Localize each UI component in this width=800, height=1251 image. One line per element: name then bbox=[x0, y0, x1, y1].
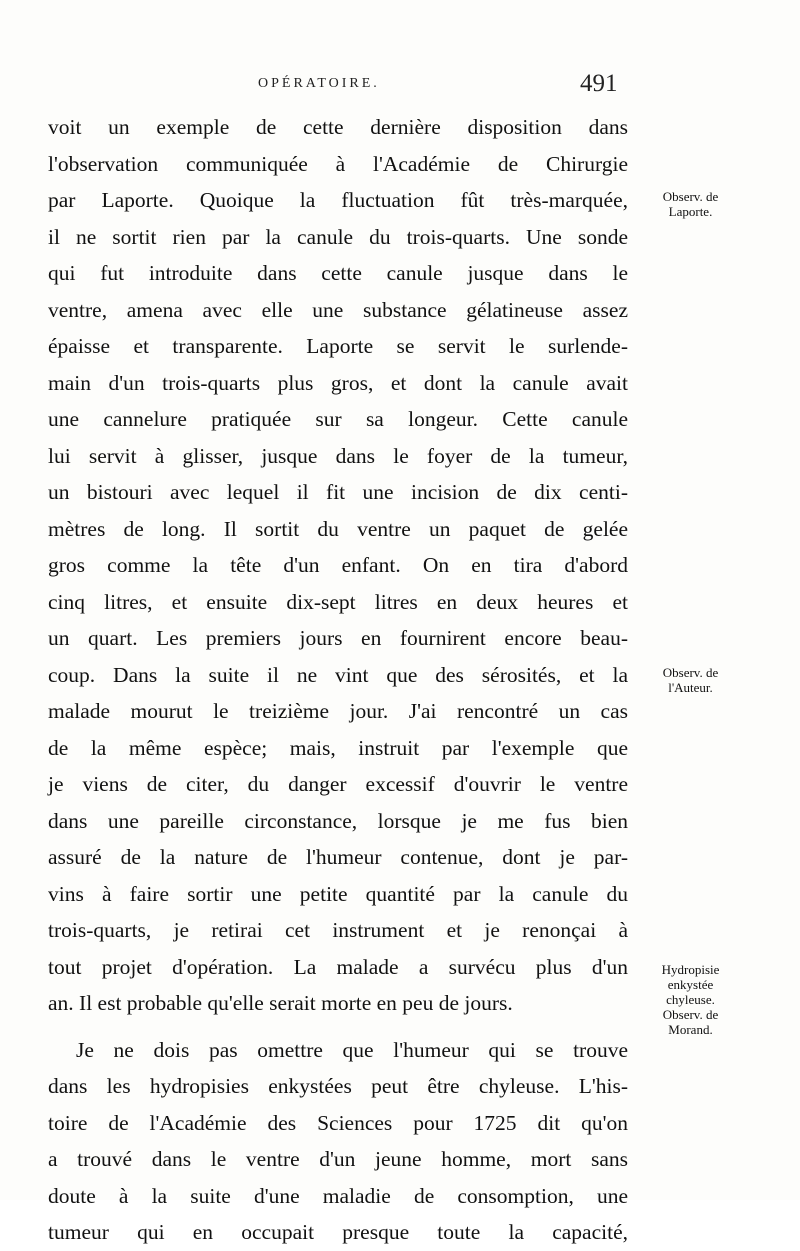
text-line: assuré de la nature de l'humeur contenue, dont je par- bbox=[48, 845, 628, 869]
text-line: a trouvé dans le ventre d'un jeune homme, mort sans bbox=[48, 1147, 628, 1171]
margin-note-line: enkystée bbox=[667, 977, 714, 992]
paragraph-gap bbox=[48, 1022, 628, 1032]
paragraph-2 bbox=[48, 1032, 628, 1251]
margin-note-line: Laporte. bbox=[668, 204, 713, 219]
text-line: qui fut introduite dans cette canule jusque dans le bbox=[48, 261, 628, 285]
text-line: Je ne dois pas omettre que l'humeur qui se trouve bbox=[76, 1037, 628, 1062]
text-line: voit un exemple de cette dernière disposition dans bbox=[48, 115, 628, 139]
text-line: an. Il est probable qu'elle serait morte en peu de jours. bbox=[48, 991, 513, 1015]
text-line: l'observation communiquée à l'Académie de Chirurgie bbox=[48, 151, 628, 176]
text-line: par Laporte. Quoique la fluctuation fût très-marquée, bbox=[48, 188, 628, 212]
text-line: main d'un trois-quarts plus gros, et dont la canule avait bbox=[48, 370, 628, 395]
margin-note-line: Hydropisie bbox=[661, 962, 720, 977]
text-line: un bistouri avec lequel il fit une incision de dix centi- bbox=[48, 480, 628, 504]
margin-note-auteur bbox=[628, 665, 753, 695]
margin-note-line: Morand. bbox=[668, 1022, 713, 1037]
running-title: OPÉRATOIRE. bbox=[258, 76, 380, 91]
text-line: toire de l'Académie des Sciences pour 1725 dit qu'on bbox=[48, 1110, 628, 1135]
text-line: trois-quarts, je retirai cet instrument et je renonçai à bbox=[48, 918, 628, 942]
text-line: il ne sortit rien par la canule du trois-quarts. Une sonde bbox=[48, 224, 628, 249]
margin-note-line: Observ. de bbox=[662, 189, 719, 204]
margin-note-line: l'Auteur. bbox=[668, 680, 713, 695]
text-line: dans une pareille circonstance, lorsque je me fus bien bbox=[48, 808, 628, 833]
main-text bbox=[48, 109, 628, 1251]
margin-note-line: Observ. de bbox=[662, 1007, 719, 1022]
text-line: doute à la suite d'une maladie de consomption, une bbox=[48, 1183, 628, 1208]
margin-note-line: Observ. de bbox=[662, 665, 719, 680]
text-line: coup. Dans la suite il ne vint que des sérosités, et la bbox=[48, 662, 628, 687]
text-line: lui servit à glisser, jusque dans le foyer de la tumeur, bbox=[48, 443, 628, 468]
margin-note-line: chyleuse. bbox=[666, 992, 715, 1007]
text-line: je viens de citer, du danger excessif d'ouvrir le ventre bbox=[48, 772, 628, 796]
text-line: épaisse et transparente. Laporte se servit le surlende- bbox=[48, 334, 628, 358]
text-line: tumeur qui en occupait presque toute la capacité, bbox=[48, 1220, 628, 1244]
margin-note-laporte bbox=[628, 189, 753, 219]
margin-note-morand bbox=[628, 962, 753, 1037]
text-line: cinq litres, et ensuite dix-sept litres en deux heures et bbox=[48, 589, 628, 614]
text-line: de la même espèce; mais, instruit par l'exemple que bbox=[48, 735, 628, 760]
text-line: dans les hydropisies enkystées peut être chyleuse. L'his- bbox=[48, 1074, 628, 1098]
text-line: tout projet d'opération. La malade a survécu plus d'un bbox=[48, 954, 628, 979]
text-line: mètres de long. Il sortit du ventre un paquet de gelée bbox=[48, 516, 628, 541]
paragraph-1 bbox=[48, 109, 628, 1022]
text-line: vins à faire sortir une petite quantité par la canule du bbox=[48, 881, 628, 906]
text-line: un quart. Les premiers jours en fournirent encore beau- bbox=[48, 626, 628, 650]
page-number: 491 bbox=[580, 70, 618, 97]
text-line: ventre, amena avec elle une substance gélatineuse assez bbox=[48, 297, 628, 322]
text-line: malade mourut le treizième jour. J'ai rencontré un cas bbox=[48, 699, 628, 723]
text-line: une cannelure pratiquée sur sa longeur. Cette canule bbox=[48, 407, 628, 431]
text-line: gros comme la tête d'un enfant. On en tira d'abord bbox=[48, 553, 628, 577]
